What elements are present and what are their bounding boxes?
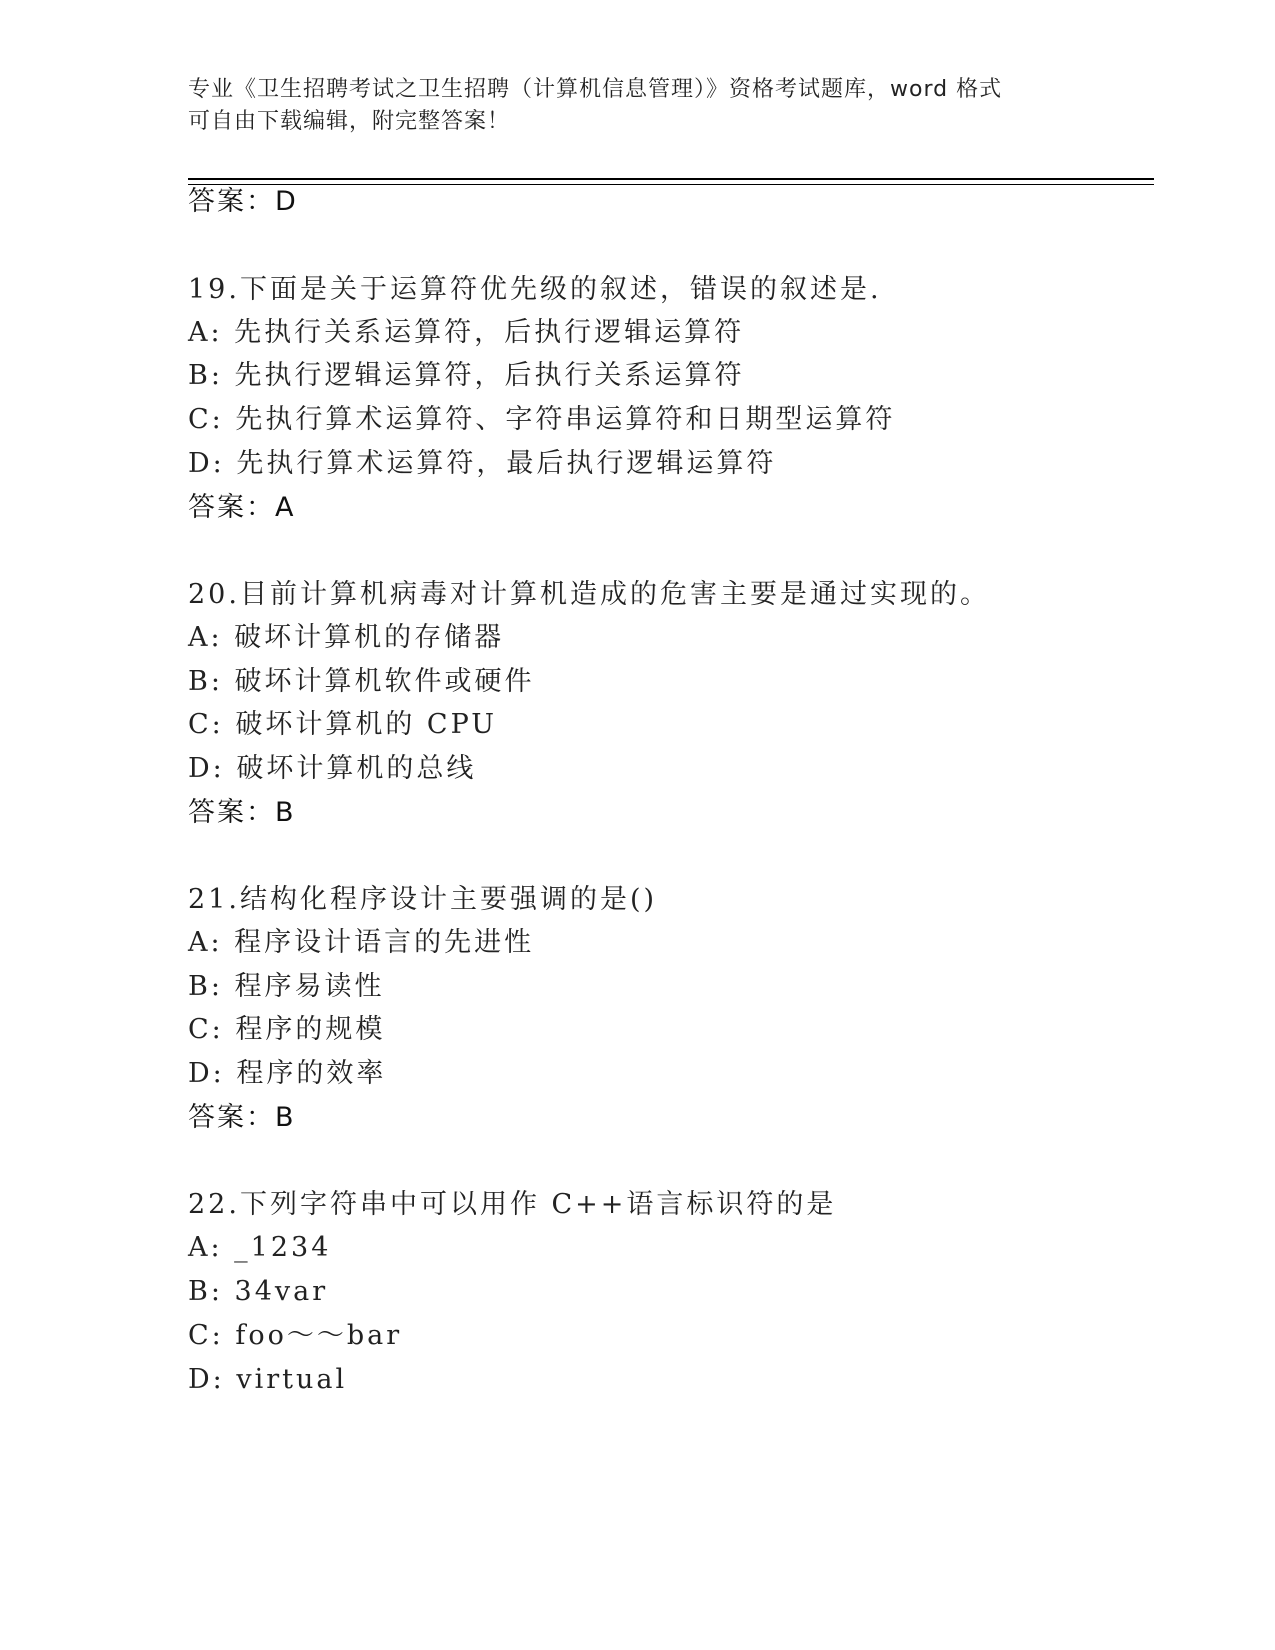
document-header (188, 74, 1088, 138)
option-c: C: 程序的规模 (188, 1014, 386, 1045)
option-c: C: 破坏计算机的 CPU (188, 709, 498, 740)
option-b: B: 34var (188, 1276, 329, 1307)
option-d: D: 破坏计算机的总线 (188, 753, 477, 784)
answer-line: 答案：B (188, 797, 296, 828)
question-stem: 22.下列字符串中可以用作 C++语言标识符的是 (188, 1189, 837, 1220)
option-b: B: 破坏计算机软件或硬件 (188, 666, 535, 697)
answer-line: 答案：A (188, 492, 296, 523)
question-stem: 19.下面是关于运算符优先级的叙述，错误的叙述是. (188, 274, 882, 305)
option-a: A: 程序设计语言的先进性 (188, 927, 535, 958)
header-line-1: 专业《卫生招聘考试之卫生招聘（计算机信息管理）》资格考试题库，word 格式 (188, 77, 1003, 102)
header-line-2: 可自由下载编辑，附完整答案！ (188, 109, 511, 134)
option-c: C: foo～～bar (188, 1320, 403, 1351)
option-a: A: 先执行关系运算符，后执行逻辑运算符 (188, 317, 745, 348)
option-a: A: 破坏计算机的存储器 (188, 622, 505, 653)
option-d: D: 先执行算术运算符，最后执行逻辑运算符 (188, 448, 777, 479)
question-stem: 20.目前计算机病毒对计算机造成的危害主要是通过实现的。 (188, 579, 990, 610)
option-d: D: virtual (188, 1364, 348, 1395)
answer-line: 答案：D (188, 186, 298, 217)
option-c: C: 先执行算术运算符、字符串运算符和日期型运算符 (188, 404, 896, 435)
header-divider-thick (188, 178, 1154, 180)
option-b: B: 程序易读性 (188, 971, 385, 1002)
answer-line: 答案：B (188, 1102, 296, 1133)
option-b: B: 先执行逻辑运算符，后执行关系运算符 (188, 360, 745, 391)
option-a: A: _1234 (188, 1232, 332, 1263)
question-stem: 21.结构化程序设计主要强调的是() (188, 884, 658, 915)
option-d: D: 程序的效率 (188, 1058, 387, 1089)
header-divider-thin (188, 184, 1154, 185)
